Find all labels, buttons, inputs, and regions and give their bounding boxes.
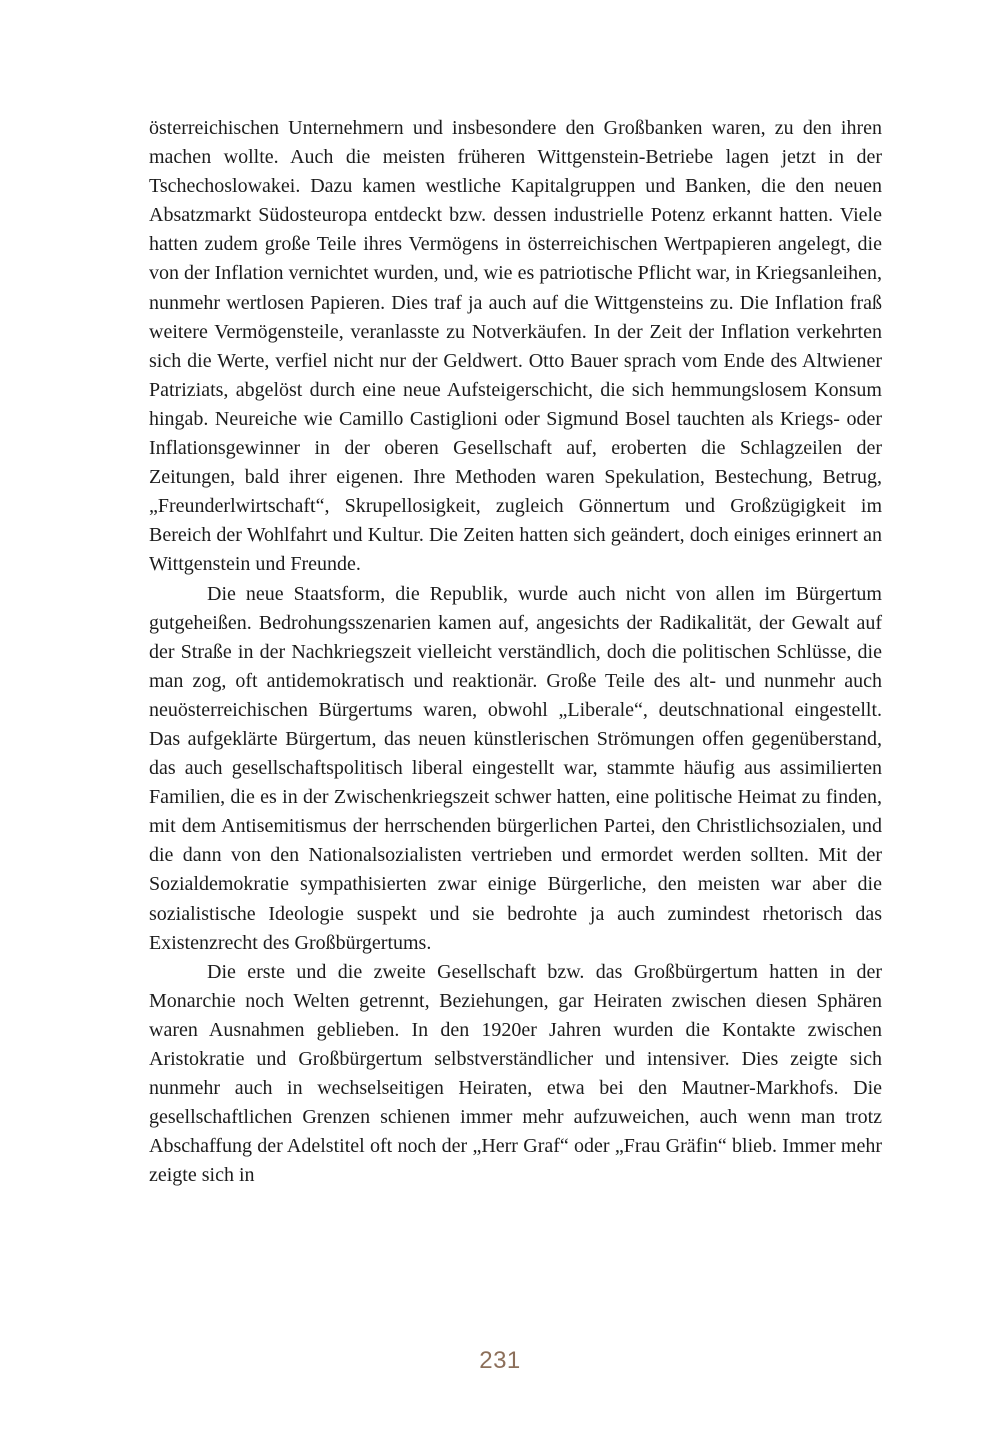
page-number: 231 xyxy=(479,1347,521,1374)
body-text xyxy=(149,114,882,1190)
paragraph-2: Die neue Staatsform, die Republik, wurde auch nicht von allen im Bürgertum gutgeheißen. Bedrohungsszenarien kamen auf, angesichts der Radikalität, der Gewalt auf der Straße in der Nachkriegszeit vielleicht verständlich, doch die politischen Schlüsse, die man zog, oft antidemokratisch und reaktionär. Große Teile des alt- und nunmehr auch neuösterreichischen Bürgertums waren, obwohl „Liberale“, deutschnational eingestellt. Das aufgeklärte Bürgertum, das neuen künstlerischen Strömungen offen gegenüberstand, das auch gesellschaftspolitisch liberal eingestellt war, stammte häufig aus assimilierten Familien, die es in der Zwischenkriegszeit schwer hatten, eine politische Heimat zu finden, mit dem Antisemitismus der herrschenden bürgerlichen Partei, den Christlichsozialen, und die dann von den Nationalsozialisten vertrieben und ermordet werden sollten. Mit der Sozialdemokratie sympathisierten zwar einige Bürgerliche, den meisten war aber die sozialistische Ideologie suspekt und sie bedrohte ja auch zumindest rhetorisch das Existenzrecht des Großbürgertums. xyxy=(149,582,882,954)
paragraph-1: österreichischen Unternehmern und insbesondere den Großbanken waren, zu den ihren machen wollte. Auch die meisten früheren Wittgenstein-Betriebe lagen jetzt in der Tschechoslowakei. Dazu kamen westliche Kapitalgruppen und Banken, die den neuen Absatzmarkt Südosteuropa entdeckt bzw. dessen industrielle Potenz erkannt hatten. Viele hatten zudem große Teile ihres Vermögens in österreichischen Wertpapieren angelegt, die von der Inflation vernichtet wurden, und, wie es patriotische Pflicht war, in Kriegsanleihen, nunmehr wertlosen Papieren. Dies traf ja auch auf die Wittgensteins zu. Die Inflation fraß weitere Vermögensteile, veranlasste zu Notverkäufen. In der Zeit der Inflation verkehrten sich die Werte, verfiel nicht nur der Geldwert. Otto Bauer sprach vom Ende des Altwiener Patriziats, abgelöst durch eine neue Aufsteigerschicht, die sich hemmungslosem Konsum hingab. Neureiche wie Camillo Castiglioni oder Sigmund Bosel tauchten als Kriegs- oder Inflationsgewinner in der oberen Gesellschaft auf, eroberten die Schlagzeilen der Zeitungen, bald ihrer eigenen. Ihre Methoden waren Spekulation, Bestechung, Betrug, „Freunderlwirtschaft“, Skrupellosigkeit, zugleich Gönnertum und Großzügigkeit im Bereich der Wohlfahrt und Kultur. Die Zeiten hatten sich geändert, doch einiges erinnert an Wittgenstein und Freunde. xyxy=(149,117,882,576)
paragraph-3: Die erste und die zweite Gesellschaft bzw. das Großbürgertum hatten in der Monarchie noch Welten getrennt, Beziehungen, gar Heiraten zwischen diesen Sphären waren Ausnahmen geblieben. In den 1920er Jahren wurden die Kontakte zwischen Aristokratie und Großbürgertum selbstverständlicher und intensiver. Dies zeigte sich nunmehr auch in wechselseitigen Heiraten, etwa bei den Mautner-Markhofs. Die gesellschaftlichen Grenzen schienen immer mehr aufzuweichen, auch wenn man trotz Abschaffung der Adelstitel oft noch der „Herr Graf“ oder „Frau Gräfin“ blieb. Immer mehr zeigte sich in xyxy=(149,960,882,1187)
